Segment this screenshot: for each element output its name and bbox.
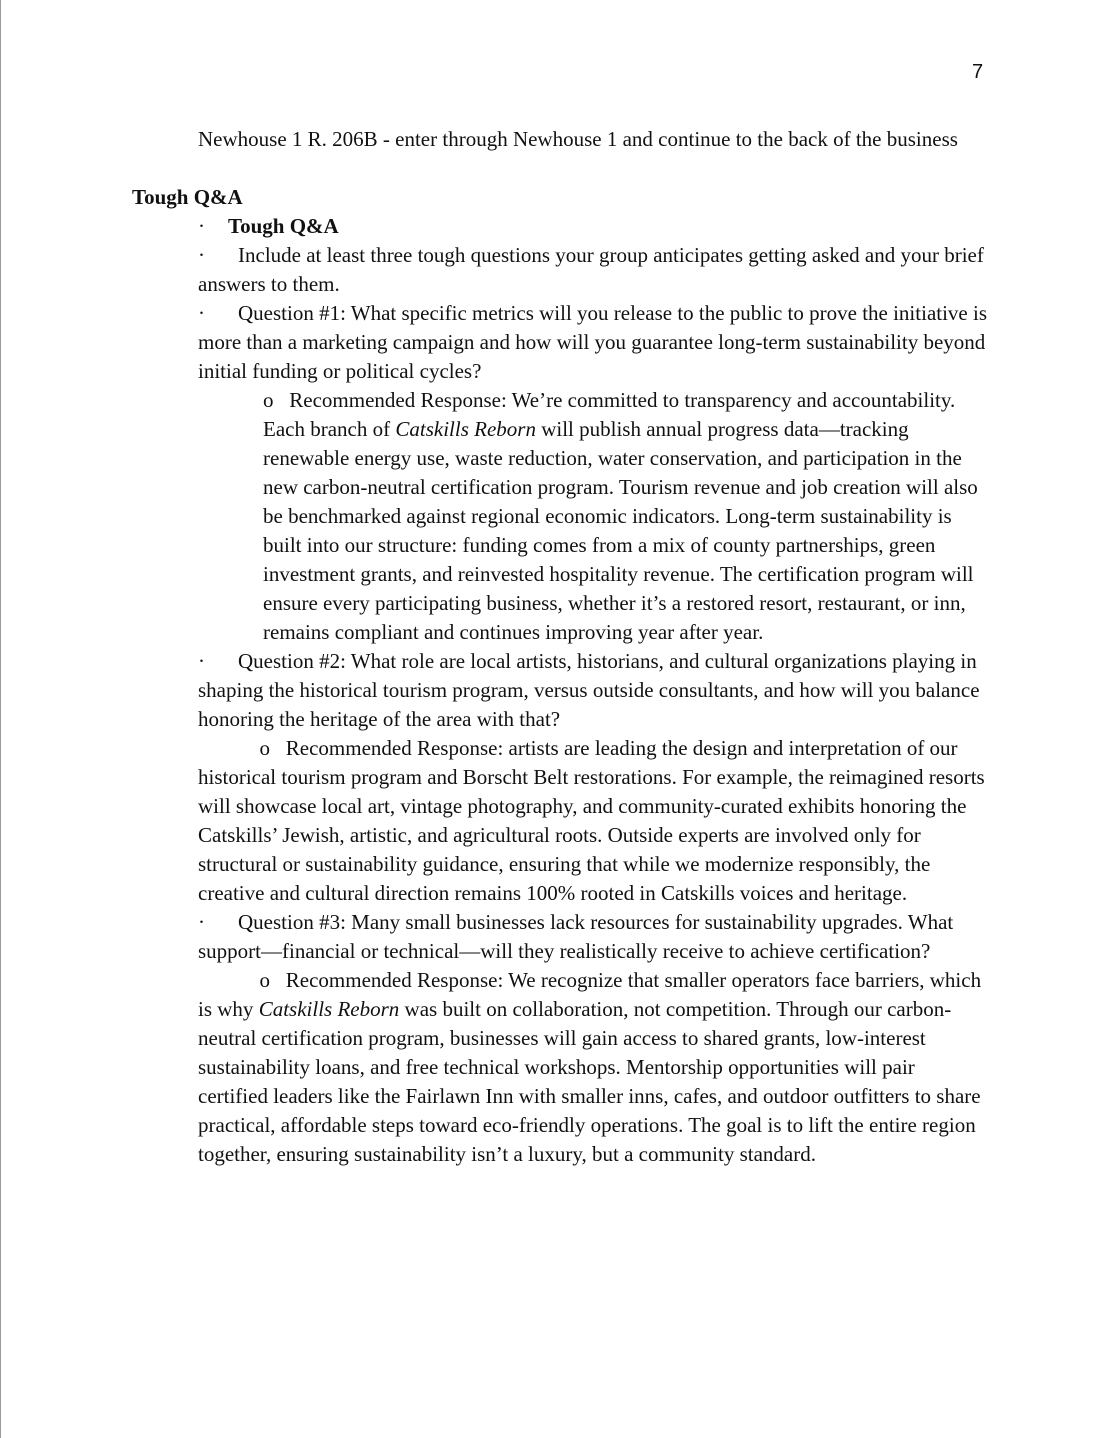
page-number: 7 xyxy=(972,61,984,83)
section-heading: Tough Q&A xyxy=(132,185,243,209)
page-content xyxy=(1,125,1112,1169)
bullet-marker: · xyxy=(198,910,205,934)
bullet-marker: · xyxy=(198,243,205,267)
question-2 xyxy=(1,647,988,734)
bullet-title-text: Tough Q&A xyxy=(228,214,339,238)
response-1 xyxy=(1,386,989,647)
response-1-text-a: Recommended Response: We’re committed to transparency and accountability. Each branch of xyxy=(263,388,956,441)
sub-bullet-marker: o xyxy=(259,968,270,992)
response-3-text-b: was built on collaboration, not competition. Through our carbon-neutral certification program, businesses will gain access to shared grants, low-interest sustainability loans, and free technical workshops. Mentorship opportunities will pair certified leaders like the Fairlawn Inn with smaller inns, cafes, and outdoor outfitters to share practical, affordable steps toward eco-friendly operations. The goal is to lift the entire region together, ensuring sustainability isn’t a luxury, but a community standard. xyxy=(198,997,981,1166)
location-paragraph: Newhouse 1 R. 206B - enter through Newhouse 1 and continue to the back of the business xyxy=(198,127,958,151)
bullet-marker: · xyxy=(198,649,205,673)
response-3-italic: Catskills Reborn xyxy=(258,997,400,1021)
sub-bullet-marker: o xyxy=(263,388,274,412)
response-2 xyxy=(1,734,988,908)
response-3-text-a: Recommended Response: We recognize that smaller operators face barriers, which is why xyxy=(198,968,982,1021)
bullet-title xyxy=(1,212,988,241)
response-1-italic: Catskills Reborn xyxy=(395,417,536,441)
response-1-text-b: will publish annual progress data—tracking renewable energy use, waste reduction, water conservation, and participation in the new carbon-neutral certification program. Tourism revenue and job creation will also be benchmarked against regional economic indicators. Long-term sustainability is built into our structure: funding comes from a mix of county partnerships, green investment grants, and reinvested hospitality revenue. The certification program will ensure every participating business, whether it’s a restored resort, restaurant, or inn, remains compliant and continues improving year after year. xyxy=(263,417,978,644)
question-1 xyxy=(1,299,988,386)
instruction-text: Include at least three tough questions your group anticipates getting asked and your brief answers to them. xyxy=(198,243,984,296)
question-2-text: Question #2: What role are local artists, historians, and cultural organizations playing in shaping the historical tourism program, versus outside consultants, and how will you balance honoring the heritage of the area with that? xyxy=(198,649,980,731)
spacer xyxy=(1,154,1112,183)
question-3-text: Question #3: Many small businesses lack resources for sustainability upgrades. What support—financial or technical—will they realistically receive to achieve certification? xyxy=(198,910,954,963)
bullet-marker: · xyxy=(198,301,205,325)
bullet-marker: · xyxy=(198,214,205,238)
response-3 xyxy=(1,966,988,1169)
bullet-instruction xyxy=(1,241,988,299)
question-3 xyxy=(1,908,988,966)
sub-bullet-marker: o xyxy=(259,736,270,760)
response-2-text: Recommended Response: artists are leading the design and interpretation of our historical tourism program and Borscht Belt restorations. For example, the reimagined resorts will showcase local art, vintage photography, and community-curated exhibits honoring the Catskills’ Jewish, artistic, and agricultural roots. Outside experts are involved only for structural or sustainability guidance, ensuring that while we modernize responsibly, the creative and cultural direction remains 100% rooted in Catskills voices and heritage. xyxy=(198,736,985,905)
question-1-text: Question #1: What specific metrics will you release to the public to prove the initiative is more than a marketing campaign and how will you guarantee long-term sustainability beyond initial funding or political cycles? xyxy=(198,301,988,383)
